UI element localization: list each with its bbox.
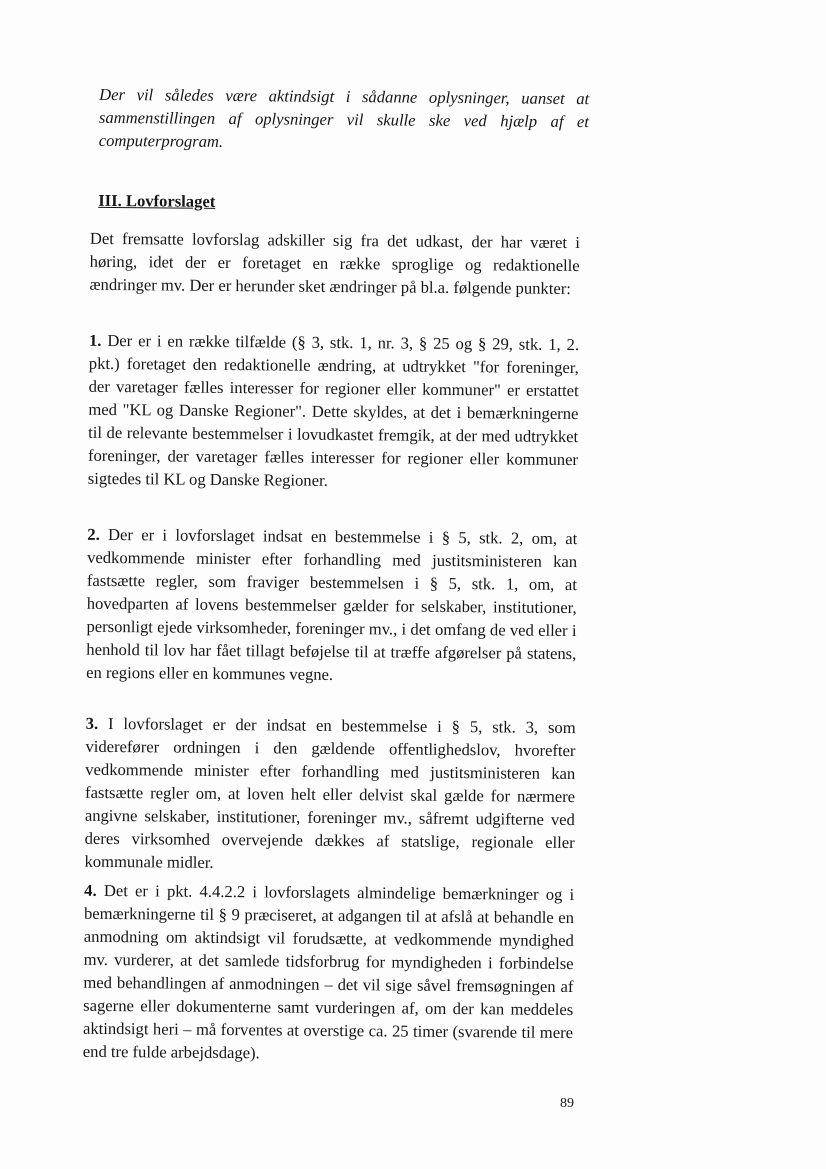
point-1-number: 1.	[88, 330, 102, 350]
point-4-number: 4.	[84, 880, 97, 900]
section-heading: III. Lovforslaget	[98, 190, 216, 211]
point-4-text: Det er i pkt. 4.4.2.2 i lovforslagets almindelige bemærkninger og i bemærkningerne til § 9 præciseret, at adgangen til at afslå at behandle en anmodning om aktindsigt vil forudsætte, at vedkommende myndighed mv. vurderer, at det samlede tidsforbrug for myndigheden i forbindelse med behandlingen af anmodningen – det vil sige såvel fremsøgningen af sagerne eller dokumenterne samt vurderingen af, om der kan meddeles aktindsigt heri – må forventes at overstige ca. 25 timer (svarende til mere end tre fulde arbejdsdage).	[82, 880, 575, 1063]
point-2-number: 2.	[87, 524, 100, 544]
point-2	[86, 523, 577, 688]
point-4	[83, 879, 575, 1067]
point-1-text: Der er i en række tilfælde (§ 3, stk. 1, nr. 3, § 25 og § 29, stk. 1, 2. pkt.) foretaget den redaktionelle ændring, at udtrykket "for foreninger, der varetager fælles interesser for regioner eller kommuner" er erstattet med "KL og Danske Regioner". Dette skyldes, at det i bemærkningerne til de relevante bestemmelser i lovudkastet fremgik, at der med udtrykket foreninger, der varetager fælles interesser for regioner eller kommuner sigtedes til KL og Danske Regioner.	[87, 330, 580, 490]
point-2-text: Der er i lovforslaget indsat en bestemmelse i § 5, stk. 2, om, at vedkommende minister efter forhandling med justitsministeren kan fastsætte regler, som fraviger bestemmelsen i § 5, stk. 1, om, at hovedparten af lovens bestemmelser gælder for selskaber, institutioner, personligt ejede virksomheder, foreninger mv., i det omfang de ved eller i henhold til lov har fået tillagt beføjelse til at træffe afgørelser på statens, en regions eller en kommunes vegne.	[86, 524, 578, 684]
point-3	[84, 712, 575, 877]
page-number: 89	[560, 1096, 574, 1111]
point-3-text: I lovforslaget er der indsat en bestemmelse i § 5, stk. 3, som viderefører ordningen i den gældende offentlighedslov, hvorefter vedkommende minister efter forhandling med justitsministeren kan fastsætte regler om, at loven helt eller delvist skal gælde for nærmere angivne selskaber, institutioner, foreninger mv., såfremt udgifterne ved deres virksomhed overvejende dækkes af statslige, regionale eller kommunale midler.	[84, 713, 576, 872]
lead-paragraph: Det fremsatte lovforslag adskiller sig fra det udkast, der har været i høring, idet der er foretaget en række sproglige og redaktionelle ændringer mv. Der er herunder sket ændringer på bl.a. følgende punkter:	[89, 228, 580, 298]
intro-paragraph: Der vil således være aktindsigt i sådanne oplysninger, uanset at sammenstillingen af oplysninger vil skulle ske ved hjælp af et computerprogram.	[98, 84, 590, 151]
point-3-number: 3.	[85, 713, 99, 733]
point-1	[88, 329, 579, 494]
